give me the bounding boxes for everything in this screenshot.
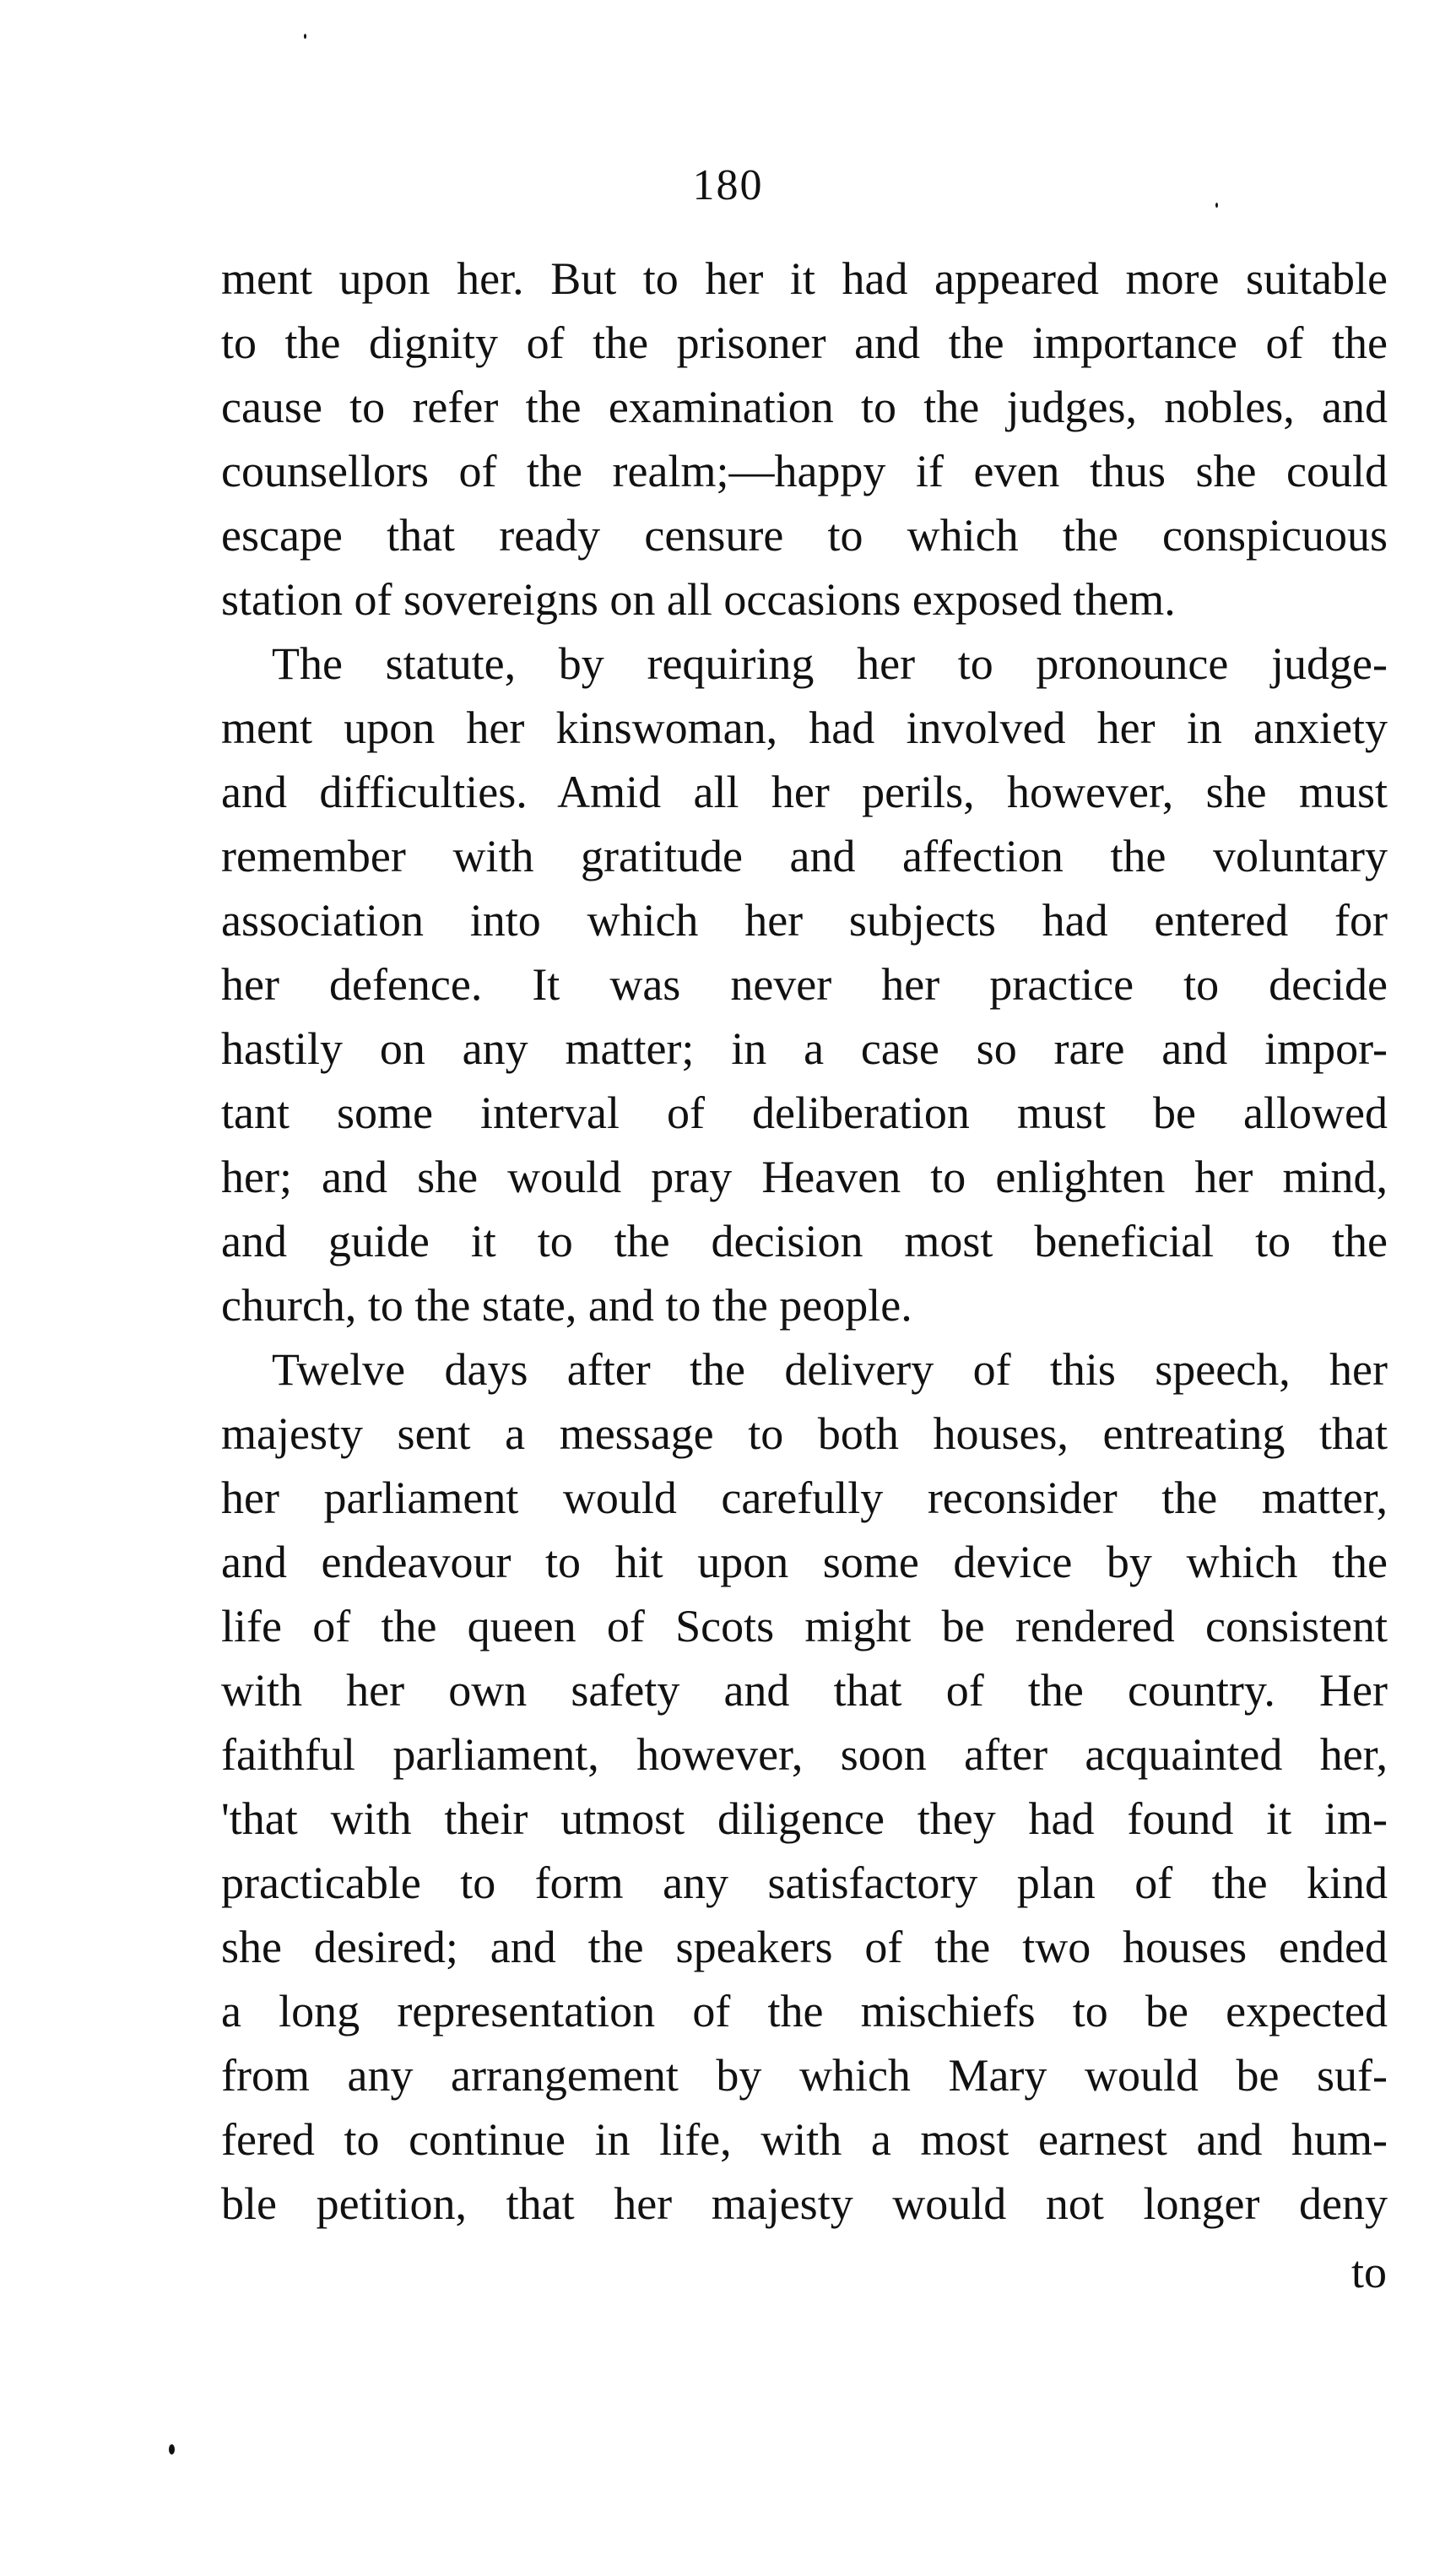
text-line: ment upon her kinswoman, had involved her in anxiety bbox=[221, 702, 1388, 753]
text-line: tant some interval of deliberation must be allowed bbox=[221, 1087, 1388, 1138]
catchword: to bbox=[1350, 2247, 1387, 2297]
text-line: Twelve days after the delivery of this speech, her bbox=[272, 1344, 1388, 1395]
text-line: and difficulties. Amid all her perils, however, she must bbox=[221, 767, 1388, 817]
text-line: counsellors of the realm;—happy if even thus she could bbox=[221, 446, 1388, 496]
page-number: 180 bbox=[692, 161, 764, 209]
text-line: cause to refer the examination to the judges, nobles, and bbox=[221, 382, 1388, 432]
text-line: escape that ready censure to which the conspicuous bbox=[221, 510, 1388, 561]
body-text bbox=[221, 247, 1388, 2236]
text-line: and guide it to the decision most beneficial to the bbox=[221, 1216, 1388, 1266]
text-line: a long representation of the mischiefs to be expected bbox=[221, 1986, 1388, 2036]
text-line: to the dignity of the prisoner and the importance of the bbox=[221, 317, 1388, 368]
text-line: association into which her subjects had entered for bbox=[221, 895, 1388, 946]
text-line: with her own safety and that of the country. Her bbox=[221, 1665, 1388, 1716]
text-line: her parliament would carefully reconsider the matter, bbox=[221, 1472, 1388, 1523]
text-line: remember with gratitude and affection the voluntary bbox=[221, 831, 1388, 881]
text-line: 'that with their utmost diligence they had found it im- bbox=[221, 1793, 1388, 1844]
text-line: ment upon her. But to her it had appeared more suitable bbox=[221, 253, 1388, 304]
text-line: church, to the state, and to the people. bbox=[221, 1280, 912, 1331]
text-line: she desired; and the speakers of the two houses ended bbox=[221, 1922, 1388, 1972]
text-line: hastily on any matter; in a case so rare and impor- bbox=[221, 1023, 1388, 1074]
text-line: from any arrangement by which Mary would be suf- bbox=[221, 2050, 1388, 2101]
scan-speck bbox=[304, 34, 306, 39]
text-line: fered to continue in life, with a most earnest and hum- bbox=[221, 2114, 1388, 2165]
text-line: her defence. It was never her practice to decide bbox=[221, 959, 1388, 1010]
text-line: life of the queen of Scots might be rendered consistent bbox=[221, 1601, 1388, 1651]
scan-speck bbox=[169, 2444, 175, 2454]
text-line: faithful parliament, however, soon after acquainted her, bbox=[221, 1729, 1388, 1780]
text-line: her; and she would pray Heaven to enlighten her mind, bbox=[221, 1152, 1388, 1202]
text-line: station of sovereigns on all occasions exposed them. bbox=[221, 574, 1176, 625]
scan-speck bbox=[1215, 203, 1218, 208]
text-line: ble petition, that her majesty would not longer deny bbox=[221, 2178, 1388, 2229]
text-line: and endeavour to hit upon some device by which the bbox=[221, 1537, 1388, 1587]
text-line: majesty sent a message to both houses, entreating that bbox=[221, 1408, 1388, 1459]
text-line: The statute, by requiring her to pronounce judge- bbox=[272, 638, 1388, 689]
text-line: practicable to form any satisfactory plan of the kind bbox=[221, 1858, 1388, 1908]
